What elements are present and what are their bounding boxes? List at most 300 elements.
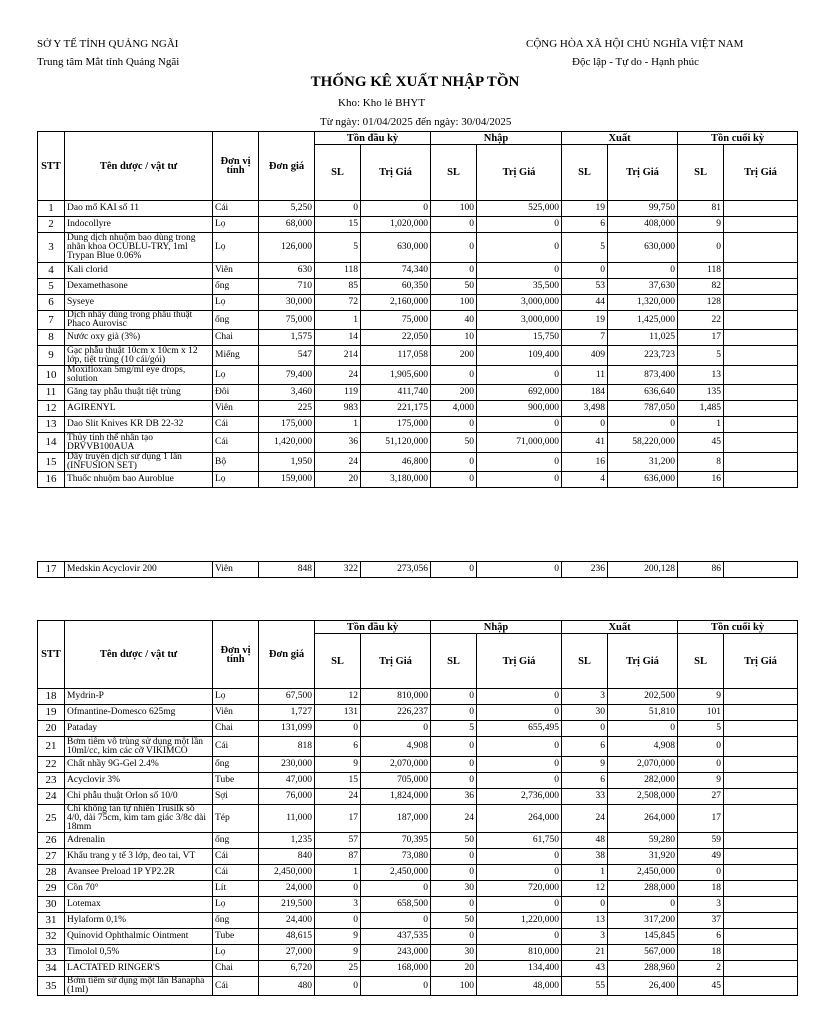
cell-import-value: 720,000 bbox=[477, 881, 562, 897]
cell-opening-value: 22,050 bbox=[361, 330, 431, 346]
table-row bbox=[38, 773, 798, 789]
col-export: Xuất bbox=[562, 132, 678, 145]
cell-name: Kali clorid bbox=[65, 263, 213, 279]
cell-price: 1,950 bbox=[259, 453, 315, 472]
cell-opening-qty: 9 bbox=[315, 945, 361, 961]
cell-name: Chỉ không tan tự nhiên Trusilk số 4/0, dài 75cm, kim tam giác 3/8c dài 18mm bbox=[65, 805, 213, 833]
cell-import-value: 109,400 bbox=[477, 346, 562, 366]
cell-stt: 15 bbox=[38, 453, 65, 472]
cell-export-qty: 48 bbox=[562, 833, 608, 849]
cell-unit: Sợi bbox=[213, 789, 259, 805]
cell-import-qty: 5 bbox=[431, 721, 477, 737]
table-row bbox=[38, 366, 798, 385]
cell-opening-qty: 15 bbox=[315, 773, 361, 789]
cell-closing-value bbox=[724, 201, 798, 217]
cell-closing-value bbox=[724, 737, 798, 757]
cell-closing-value bbox=[724, 913, 798, 929]
cell-import-value: 3,000,000 bbox=[477, 311, 562, 330]
cell-opening-qty: 118 bbox=[315, 263, 361, 279]
cell-closing-qty: 0 bbox=[678, 233, 724, 263]
cell-import-qty: 0 bbox=[431, 366, 477, 385]
cell-export-value: 202,500 bbox=[608, 689, 678, 705]
cell-export-value: 4,908 bbox=[608, 737, 678, 757]
cell-closing-value bbox=[724, 721, 798, 737]
cell-stt: 26 bbox=[38, 833, 65, 849]
cell-name: Khẩu trang y tế 3 lớp, đeo tai, VT bbox=[65, 849, 213, 865]
cell-closing-qty: 18 bbox=[678, 945, 724, 961]
cell-import-value: 0 bbox=[477, 897, 562, 913]
cell-import-value: 71,000,000 bbox=[477, 433, 562, 453]
cell-closing-value bbox=[724, 897, 798, 913]
cell-stt: 31 bbox=[38, 913, 65, 929]
cell-export-value: 636,640 bbox=[608, 385, 678, 401]
cell-import-value: 48,000 bbox=[477, 977, 562, 996]
cell-stt: 24 bbox=[38, 789, 65, 805]
cell-unit: Đôi bbox=[213, 385, 259, 401]
cell-price: 67,500 bbox=[259, 689, 315, 705]
table-row bbox=[38, 913, 798, 929]
cell-opening-value: 0 bbox=[361, 881, 431, 897]
cell-name: Dung dịch nhuộm bao dùng trong nhãn khoa OCUBLU-TRY, 1ml Trypan Blue 0.06% bbox=[65, 233, 213, 263]
col-qty: SL bbox=[562, 145, 608, 201]
cell-unit: Viên bbox=[213, 705, 259, 721]
cell-stt: 10 bbox=[38, 366, 65, 385]
cell-export-value: 630,000 bbox=[608, 233, 678, 263]
cell-export-value: 200,128 bbox=[608, 562, 678, 578]
col-unit: Đơn vị tính bbox=[213, 621, 259, 689]
cell-import-qty: 50 bbox=[431, 433, 477, 453]
cell-closing-value bbox=[724, 929, 798, 945]
cell-unit: Lít bbox=[213, 881, 259, 897]
cell-unit: Lọ bbox=[213, 233, 259, 263]
cell-import-value: 0 bbox=[477, 757, 562, 773]
table-row bbox=[38, 311, 798, 330]
cell-import-value: 0 bbox=[477, 865, 562, 881]
cell-opening-value: 658,500 bbox=[361, 897, 431, 913]
cell-closing-qty: 59 bbox=[678, 833, 724, 849]
cell-unit: Tube bbox=[213, 773, 259, 789]
cell-name: Thuốc nhuộm bao Auroblue bbox=[65, 472, 213, 488]
table-row bbox=[38, 865, 798, 881]
cell-export-qty: 9 bbox=[562, 757, 608, 773]
cell-import-value: 0 bbox=[477, 417, 562, 433]
cell-import-value: 15,750 bbox=[477, 330, 562, 346]
cell-import-qty: 10 bbox=[431, 330, 477, 346]
cell-export-qty: 53 bbox=[562, 279, 608, 295]
date-range: Từ ngày: 01/04/2025 đến ngày: 30/04/2025 bbox=[320, 116, 512, 128]
cell-opening-qty: 36 bbox=[315, 433, 361, 453]
col-value: Trị Giá bbox=[477, 634, 562, 689]
cell-stt: 18 bbox=[38, 689, 65, 705]
cell-unit: ống bbox=[213, 279, 259, 295]
cell-opening-value: 51,120,000 bbox=[361, 433, 431, 453]
cell-export-qty: 0 bbox=[562, 417, 608, 433]
cell-name: Thủy tinh thể nhân tạo DRVVB100AUA bbox=[65, 433, 213, 453]
col-value: Trị Giá bbox=[361, 145, 431, 201]
cell-export-qty: 33 bbox=[562, 789, 608, 805]
cell-import-value: 264,000 bbox=[477, 805, 562, 833]
cell-export-qty: 409 bbox=[562, 346, 608, 366]
cell-closing-value bbox=[724, 385, 798, 401]
cell-opening-qty: 0 bbox=[315, 977, 361, 996]
report-table-2 bbox=[37, 620, 777, 996]
cell-opening-value: 273,056 bbox=[361, 562, 431, 578]
cell-closing-value bbox=[724, 295, 798, 311]
cell-export-qty: 11 bbox=[562, 366, 608, 385]
cell-closing-qty: 86 bbox=[678, 562, 724, 578]
cell-opening-qty: 14 bbox=[315, 330, 361, 346]
cell-price: 2,450,000 bbox=[259, 865, 315, 881]
cell-import-qty: 50 bbox=[431, 279, 477, 295]
cell-name: Găng tay phẫu thuật tiệt trùng bbox=[65, 385, 213, 401]
cell-import-qty: 200 bbox=[431, 346, 477, 366]
cell-stt: 27 bbox=[38, 849, 65, 865]
cell-opening-qty: 24 bbox=[315, 366, 361, 385]
cell-unit: Cái bbox=[213, 977, 259, 996]
cell-import-value: 0 bbox=[477, 233, 562, 263]
cell-opening-qty: 85 bbox=[315, 279, 361, 295]
cell-price: 1,727 bbox=[259, 705, 315, 721]
cell-import-value: 0 bbox=[477, 263, 562, 279]
cell-import-value: 692,000 bbox=[477, 385, 562, 401]
table-row bbox=[38, 385, 798, 401]
cell-name: Lotemax bbox=[65, 897, 213, 913]
cell-opening-value: 0 bbox=[361, 913, 431, 929]
cell-export-value: 288,000 bbox=[608, 881, 678, 897]
cell-import-value: 0 bbox=[477, 773, 562, 789]
cell-closing-qty: 49 bbox=[678, 849, 724, 865]
cell-stt: 35 bbox=[38, 977, 65, 996]
cell-opening-qty: 20 bbox=[315, 472, 361, 488]
cell-export-qty: 19 bbox=[562, 311, 608, 330]
cell-closing-qty: 9 bbox=[678, 773, 724, 789]
cell-import-qty: 40 bbox=[431, 311, 477, 330]
cell-import-value: 655,495 bbox=[477, 721, 562, 737]
cell-price: 126,000 bbox=[259, 233, 315, 263]
table-row bbox=[38, 737, 798, 757]
table-row bbox=[38, 279, 798, 295]
cell-closing-value bbox=[724, 789, 798, 805]
cell-export-value: 787,050 bbox=[608, 401, 678, 417]
cell-name: LACTATED RINGER'S bbox=[65, 961, 213, 977]
cell-export-value: 51,810 bbox=[608, 705, 678, 721]
cell-closing-value bbox=[724, 689, 798, 705]
cell-import-qty: 0 bbox=[431, 689, 477, 705]
national-title: CỘNG HÒA XÃ HỘI CHỦ NGHĨA VIỆT NAM bbox=[526, 38, 744, 50]
cell-price: 710 bbox=[259, 279, 315, 295]
cell-price: 75,000 bbox=[259, 311, 315, 330]
col-value: Trị Giá bbox=[361, 634, 431, 689]
col-name: Tên dược / vật tư bbox=[65, 621, 213, 689]
cell-import-qty: 0 bbox=[431, 897, 477, 913]
cell-export-value: 317,200 bbox=[608, 913, 678, 929]
cell-unit: Viên bbox=[213, 263, 259, 279]
cell-import-qty: 0 bbox=[431, 562, 477, 578]
cell-opening-value: 2,450,000 bbox=[361, 865, 431, 881]
col-qty: SL bbox=[562, 634, 608, 689]
table-row bbox=[38, 295, 798, 311]
table-row bbox=[38, 330, 798, 346]
cell-import-qty: 0 bbox=[431, 757, 477, 773]
cell-opening-qty: 0 bbox=[315, 201, 361, 217]
col-unit: Đơn vị tính bbox=[213, 132, 259, 201]
cell-unit: Lọ bbox=[213, 295, 259, 311]
cell-name: Dexamethasone bbox=[65, 279, 213, 295]
cell-unit: ống bbox=[213, 757, 259, 773]
cell-closing-qty: 81 bbox=[678, 201, 724, 217]
cell-opening-value: 73,080 bbox=[361, 849, 431, 865]
cell-opening-qty: 214 bbox=[315, 346, 361, 366]
cell-price: 24,400 bbox=[259, 913, 315, 929]
cell-import-qty: 0 bbox=[431, 929, 477, 945]
cell-unit: Lọ bbox=[213, 689, 259, 705]
cell-opening-qty: 119 bbox=[315, 385, 361, 401]
cell-closing-qty: 2 bbox=[678, 961, 724, 977]
table-row bbox=[38, 705, 798, 721]
cell-opening-value: 175,000 bbox=[361, 417, 431, 433]
report-table-row-17 bbox=[37, 561, 768, 578]
cell-closing-qty: 9 bbox=[678, 217, 724, 233]
cell-opening-qty: 25 bbox=[315, 961, 361, 977]
cell-import-qty: 100 bbox=[431, 977, 477, 996]
cell-export-qty: 1 bbox=[562, 865, 608, 881]
table-row bbox=[38, 233, 798, 263]
cell-closing-value bbox=[724, 279, 798, 295]
cell-name: Avansee Preload 1P YP2.2R bbox=[65, 865, 213, 881]
cell-stt: 16 bbox=[38, 472, 65, 488]
cell-export-qty: 5 bbox=[562, 233, 608, 263]
cell-export-value: 11,025 bbox=[608, 330, 678, 346]
cell-price: 1,235 bbox=[259, 833, 315, 849]
col-price: Đơn giá bbox=[259, 621, 315, 689]
col-value: Trị Giá bbox=[724, 145, 798, 201]
cell-import-qty: 0 bbox=[431, 705, 477, 721]
cell-opening-value: 75,000 bbox=[361, 311, 431, 330]
cell-import-value: 35,500 bbox=[477, 279, 562, 295]
cell-unit: Viên bbox=[213, 562, 259, 578]
cell-closing-qty: 1 bbox=[678, 417, 724, 433]
report-title: THỐNG KÊ XUẤT NHẬP TỒN bbox=[310, 74, 520, 90]
cell-opening-qty: 0 bbox=[315, 881, 361, 897]
cell-unit: Lọ bbox=[213, 472, 259, 488]
cell-export-value: 264,000 bbox=[608, 805, 678, 833]
cell-opening-value: 0 bbox=[361, 201, 431, 217]
cell-closing-value bbox=[724, 453, 798, 472]
cell-import-qty: 0 bbox=[431, 417, 477, 433]
cell-opening-value: 243,000 bbox=[361, 945, 431, 961]
cell-closing-qty: 135 bbox=[678, 385, 724, 401]
cell-stt: 2 bbox=[38, 217, 65, 233]
cell-stt: 25 bbox=[38, 805, 65, 833]
cell-opening-qty: 24 bbox=[315, 453, 361, 472]
cell-price: 3,460 bbox=[259, 385, 315, 401]
cell-export-value: 0 bbox=[608, 897, 678, 913]
col-opening: Tồn đầu kỳ bbox=[315, 621, 431, 634]
cell-opening-qty: 57 bbox=[315, 833, 361, 849]
cell-stt: 1 bbox=[38, 201, 65, 217]
col-value: Trị Giá bbox=[477, 145, 562, 201]
cell-export-qty: 19 bbox=[562, 201, 608, 217]
cell-import-value: 0 bbox=[477, 737, 562, 757]
cell-export-value: 2,450,000 bbox=[608, 865, 678, 881]
cell-price: 79,400 bbox=[259, 366, 315, 385]
cell-price: 230,000 bbox=[259, 757, 315, 773]
cell-export-qty: 16 bbox=[562, 453, 608, 472]
cell-stt: 33 bbox=[38, 945, 65, 961]
cell-opening-qty: 322 bbox=[315, 562, 361, 578]
cell-name: Moxifloxan 5mg/ml eye drops, solution bbox=[65, 366, 213, 385]
cell-export-value: 59,280 bbox=[608, 833, 678, 849]
cell-closing-value bbox=[724, 562, 798, 578]
cell-closing-value bbox=[724, 961, 798, 977]
cell-name: Dao mổ KAI số 11 bbox=[65, 201, 213, 217]
cell-opening-value: 2,160,000 bbox=[361, 295, 431, 311]
cell-export-qty: 24 bbox=[562, 805, 608, 833]
cell-export-value: 0 bbox=[608, 417, 678, 433]
cell-opening-qty: 72 bbox=[315, 295, 361, 311]
cell-export-qty: 3 bbox=[562, 689, 608, 705]
cell-import-value: 134,400 bbox=[477, 961, 562, 977]
cell-export-qty: 236 bbox=[562, 562, 608, 578]
cell-price: 68,000 bbox=[259, 217, 315, 233]
cell-opening-value: 74,340 bbox=[361, 263, 431, 279]
table-row bbox=[38, 881, 798, 897]
cell-export-qty: 3,498 bbox=[562, 401, 608, 417]
cell-opening-qty: 15 bbox=[315, 217, 361, 233]
cell-import-value: 0 bbox=[477, 217, 562, 233]
cell-price: 47,000 bbox=[259, 773, 315, 789]
cell-name: Timolol 0,5% bbox=[65, 945, 213, 961]
cell-unit: Bộ bbox=[213, 453, 259, 472]
cell-closing-qty: 18 bbox=[678, 881, 724, 897]
cell-import-value: 0 bbox=[477, 562, 562, 578]
cell-export-value: 0 bbox=[608, 721, 678, 737]
cell-import-value: 525,000 bbox=[477, 201, 562, 217]
cell-unit: ống bbox=[213, 311, 259, 330]
cell-price: 547 bbox=[259, 346, 315, 366]
cell-stt: 5 bbox=[38, 279, 65, 295]
cell-export-qty: 4 bbox=[562, 472, 608, 488]
cell-export-value: 1,425,000 bbox=[608, 311, 678, 330]
cell-stt: 9 bbox=[38, 346, 65, 366]
cell-opening-value: 226,237 bbox=[361, 705, 431, 721]
cell-name: AGIRENYL bbox=[65, 401, 213, 417]
cell-closing-value bbox=[724, 833, 798, 849]
cell-unit: Cái bbox=[213, 417, 259, 433]
cell-stt: 28 bbox=[38, 865, 65, 881]
table-row bbox=[38, 417, 798, 433]
cell-unit: Tép bbox=[213, 805, 259, 833]
col-value: Trị Giá bbox=[724, 634, 798, 689]
cell-name: Hylaform 0,1% bbox=[65, 913, 213, 929]
table-row bbox=[38, 401, 798, 417]
cell-stt: 8 bbox=[38, 330, 65, 346]
cell-name: Dao Slit Knives KR DB 22-32 bbox=[65, 417, 213, 433]
cell-import-value: 0 bbox=[477, 689, 562, 705]
cell-stt: 6 bbox=[38, 295, 65, 311]
cell-closing-qty: 82 bbox=[678, 279, 724, 295]
cell-unit: Miếng bbox=[213, 346, 259, 366]
cell-unit: Cái bbox=[213, 849, 259, 865]
cell-closing-value bbox=[724, 773, 798, 789]
cell-price: 11,000 bbox=[259, 805, 315, 833]
cell-closing-value bbox=[724, 945, 798, 961]
col-opening: Tồn đầu kỳ bbox=[315, 132, 431, 145]
cell-price: 6,720 bbox=[259, 961, 315, 977]
table-row bbox=[38, 945, 798, 961]
cell-name: Cồn 70° bbox=[65, 881, 213, 897]
cell-import-value: 3,000,000 bbox=[477, 295, 562, 311]
table-row bbox=[38, 833, 798, 849]
cell-unit: ống bbox=[213, 913, 259, 929]
table-row bbox=[38, 201, 798, 217]
cell-unit: Cái bbox=[213, 201, 259, 217]
cell-price: 840 bbox=[259, 849, 315, 865]
cell-import-value: 61,750 bbox=[477, 833, 562, 849]
cell-closing-value bbox=[724, 805, 798, 833]
cell-closing-value bbox=[724, 311, 798, 330]
cell-opening-value: 60,350 bbox=[361, 279, 431, 295]
cell-export-value: 282,000 bbox=[608, 773, 678, 789]
cell-export-qty: 3 bbox=[562, 929, 608, 945]
cell-import-value: 0 bbox=[477, 849, 562, 865]
cell-opening-value: 630,000 bbox=[361, 233, 431, 263]
cell-import-qty: 0 bbox=[431, 773, 477, 789]
cell-price: 1,420,000 bbox=[259, 433, 315, 453]
cell-opening-value: 221,175 bbox=[361, 401, 431, 417]
cell-opening-value: 1,824,000 bbox=[361, 789, 431, 805]
cell-opening-qty: 87 bbox=[315, 849, 361, 865]
cell-opening-value: 3,180,000 bbox=[361, 472, 431, 488]
cell-import-qty: 0 bbox=[431, 217, 477, 233]
warehouse-label: Kho: Kho lẻ BHYT bbox=[338, 97, 426, 109]
cell-unit: Cái bbox=[213, 865, 259, 881]
col-qty: SL bbox=[431, 634, 477, 689]
col-import: Nhập bbox=[431, 621, 562, 634]
table-row bbox=[38, 789, 798, 805]
cell-opening-qty: 9 bbox=[315, 929, 361, 945]
col-export: Xuất bbox=[562, 621, 678, 634]
cell-name: Dây truyền dịch sử dụng 1 lần (INFUSION SET) bbox=[65, 453, 213, 472]
col-qty: SL bbox=[315, 634, 361, 689]
cell-stt: 7 bbox=[38, 311, 65, 330]
cell-export-qty: 21 bbox=[562, 945, 608, 961]
cell-unit: Chai bbox=[213, 721, 259, 737]
col-closing: Tồn cuối kỳ bbox=[678, 621, 798, 634]
cell-closing-qty: 27 bbox=[678, 789, 724, 805]
cell-opening-value: 1,020,000 bbox=[361, 217, 431, 233]
cell-import-qty: 30 bbox=[431, 945, 477, 961]
cell-opening-value: 411,740 bbox=[361, 385, 431, 401]
cell-name: Bơm tiêm sử dụng một lần Banapha (1ml) bbox=[65, 977, 213, 996]
cell-name: Quinovid Ophthalmic Ointment bbox=[65, 929, 213, 945]
cell-price: 27,000 bbox=[259, 945, 315, 961]
cell-opening-qty: 12 bbox=[315, 689, 361, 705]
cell-stt: 22 bbox=[38, 757, 65, 773]
cell-price: 5,250 bbox=[259, 201, 315, 217]
cell-import-qty: 50 bbox=[431, 913, 477, 929]
cell-import-value: 0 bbox=[477, 929, 562, 945]
cell-stt: 21 bbox=[38, 737, 65, 757]
cell-stt: 13 bbox=[38, 417, 65, 433]
cell-export-value: 99,750 bbox=[608, 201, 678, 217]
cell-export-value: 0 bbox=[608, 263, 678, 279]
cell-unit: Tube bbox=[213, 929, 259, 945]
table-row bbox=[38, 961, 798, 977]
cell-closing-qty: 9 bbox=[678, 689, 724, 705]
cell-stt: 20 bbox=[38, 721, 65, 737]
table-row bbox=[38, 433, 798, 453]
